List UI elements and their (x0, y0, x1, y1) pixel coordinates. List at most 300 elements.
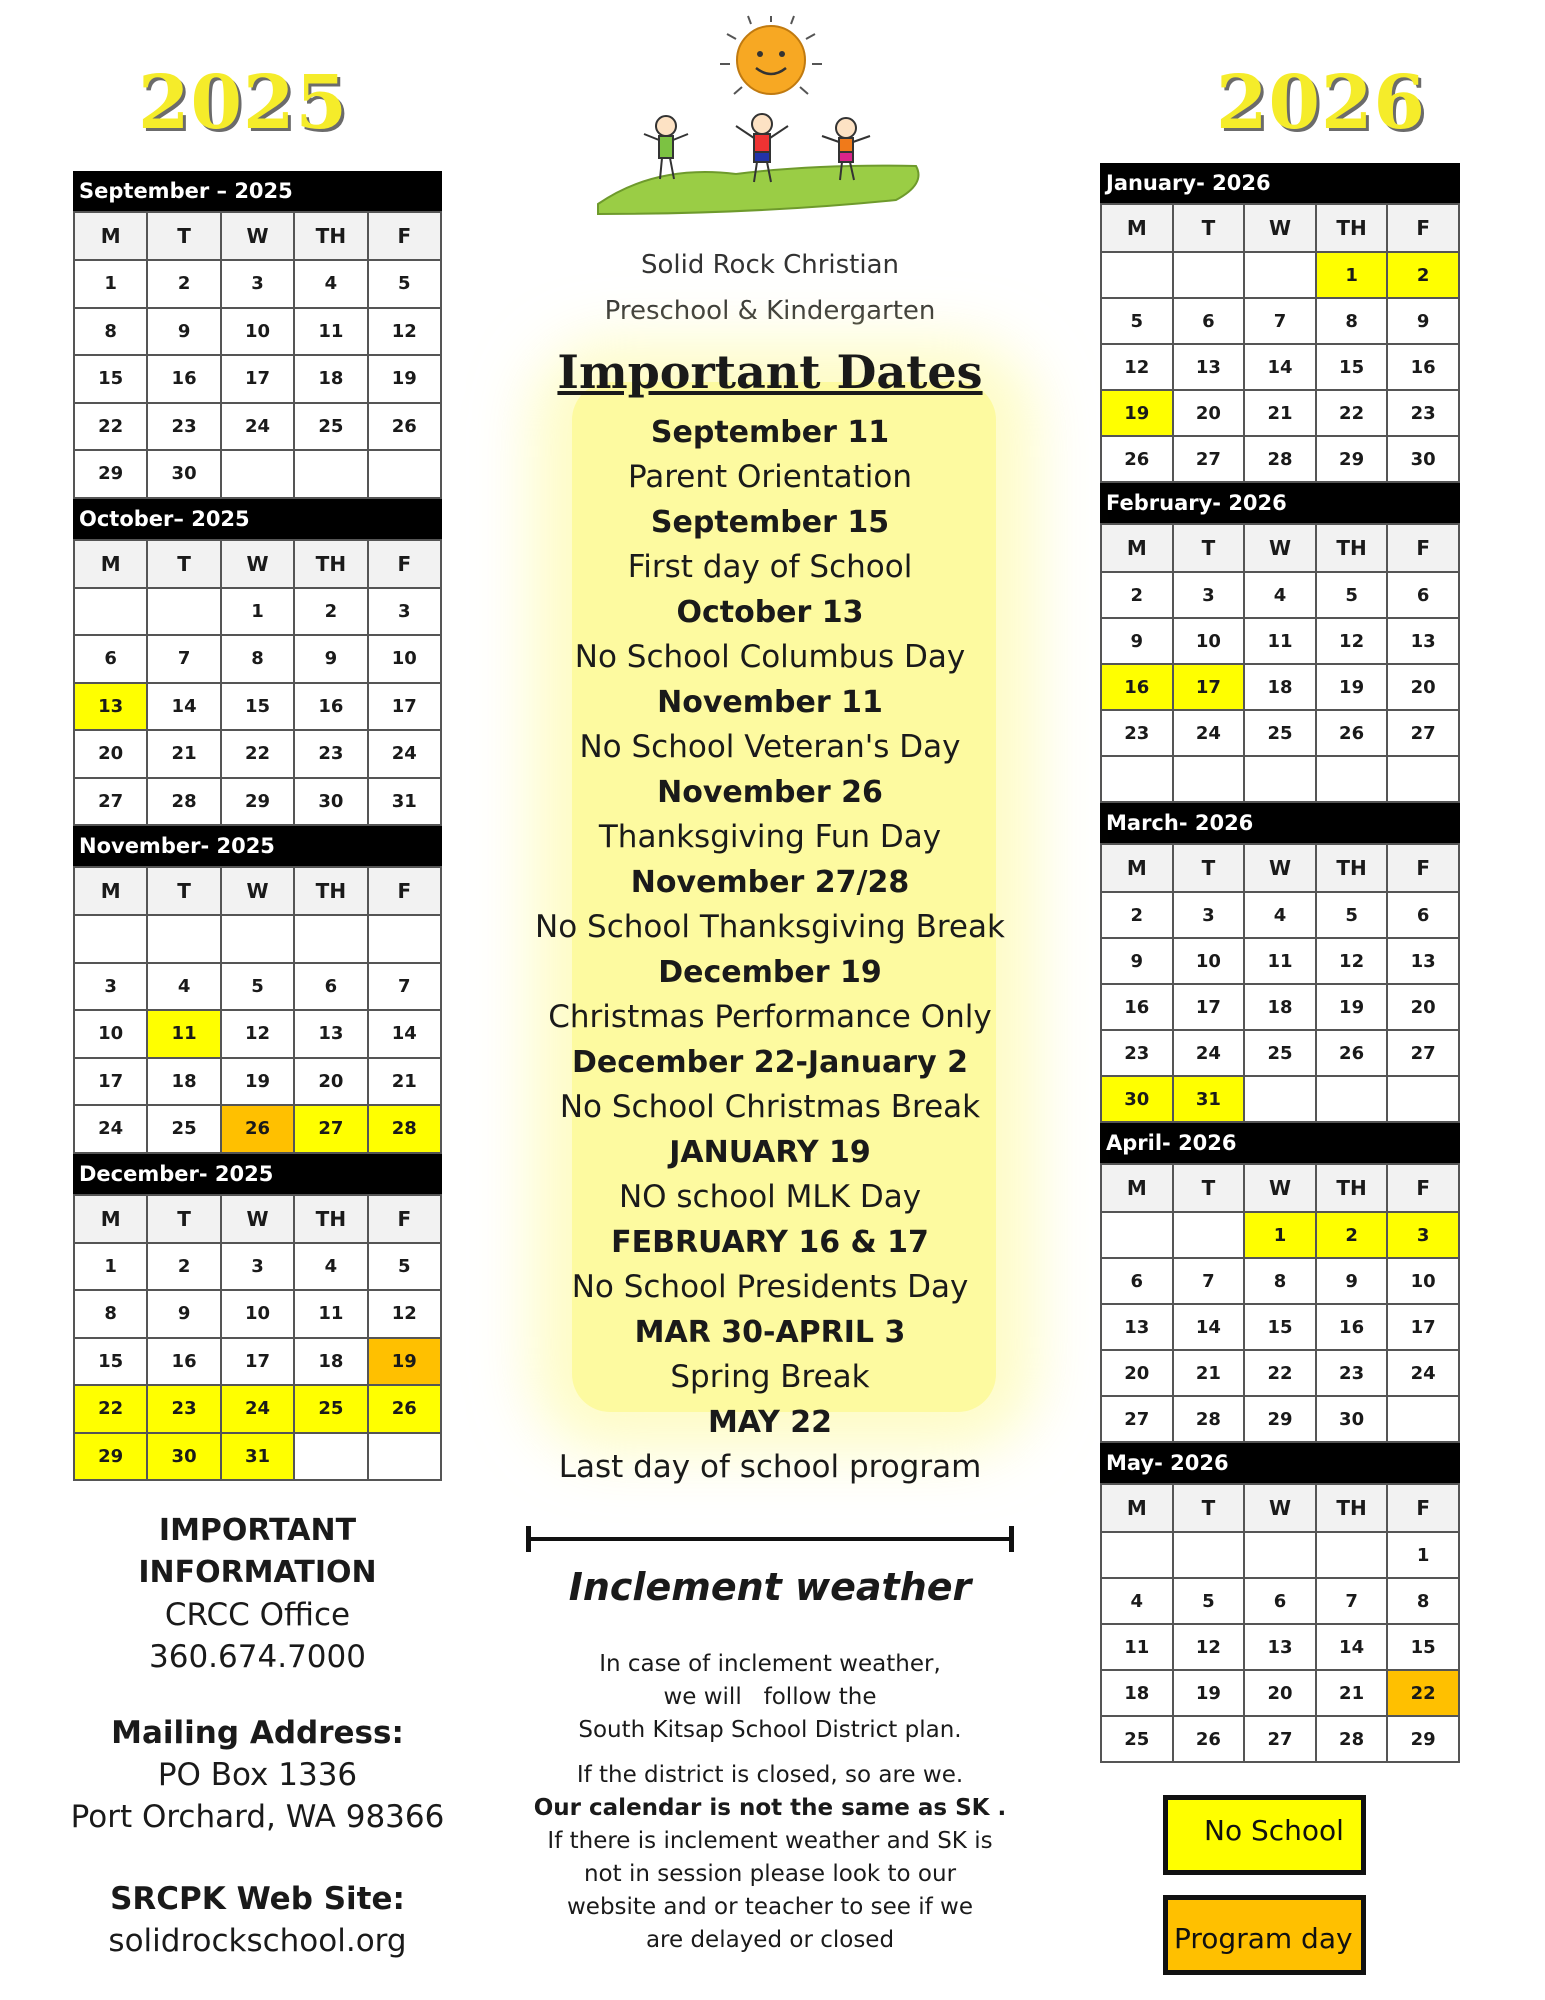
weekday-label: F (368, 867, 441, 915)
month-calendar (73, 499, 442, 827)
important-date: FEBRUARY 16 & 17 (611, 1225, 929, 1260)
day-cell: 19 (221, 1058, 294, 1106)
day-cell: 17 (368, 683, 441, 731)
day-cell: 20 (74, 730, 147, 778)
weekday-label: F (368, 1195, 441, 1243)
day-cell: 6 (1387, 892, 1459, 938)
school-name-line2: Preschool & Kindergarten (604, 296, 936, 326)
day-cell: 17 (1173, 664, 1245, 710)
weekday-header-row (1101, 844, 1459, 892)
month-title: November- 2025 (73, 826, 442, 866)
day-cell: 25 (294, 403, 367, 451)
important-date: November 27/28 (630, 865, 910, 900)
empty-day-cell (1387, 756, 1459, 802)
mailing-address-block (40, 1712, 475, 1838)
week-row (1101, 1258, 1459, 1304)
day-cell: 3 (1173, 572, 1245, 618)
empty-day-cell (1173, 1532, 1245, 1578)
day-cell: 18 (1101, 1670, 1173, 1716)
week-row (1101, 1304, 1459, 1350)
day-cell: 6 (74, 635, 147, 683)
month-calendar (1100, 163, 1460, 483)
calendar-column-2025 (73, 171, 442, 1481)
day-cell: 29 (74, 450, 147, 498)
day-cell: 16 (147, 355, 220, 403)
day-cell: 16 (147, 1338, 220, 1386)
month-calendar (1100, 1123, 1460, 1443)
month-calendar (73, 171, 442, 499)
week-row (74, 1433, 441, 1481)
day-cell: 16 (1316, 1304, 1388, 1350)
day-cell: 6 (294, 963, 367, 1011)
important-date-description: Thanksgiving Fun Day (598, 819, 942, 855)
day-cell: 22 (1387, 1670, 1459, 1716)
weekday-label: W (221, 1195, 294, 1243)
day-cell: 22 (1316, 390, 1388, 436)
day-cell: 17 (74, 1058, 147, 1106)
day-cell: 27 (1387, 1030, 1459, 1076)
sun-icon (720, 16, 822, 94)
day-cell: 25 (147, 1105, 220, 1153)
day-cell: 13 (1244, 1624, 1316, 1670)
day-cell: 3 (221, 1243, 294, 1291)
day-cell: 3 (74, 963, 147, 1011)
day-cell: 30 (1316, 1396, 1388, 1442)
day-cell: 3 (1387, 1212, 1459, 1258)
week-row (1101, 984, 1459, 1030)
weekday-label: W (1244, 1164, 1316, 1212)
day-cell: 12 (368, 308, 441, 356)
empty-day-cell (221, 450, 294, 498)
month-grid (1100, 203, 1460, 483)
day-cell: 12 (1101, 344, 1173, 390)
day-cell: 9 (1101, 938, 1173, 984)
day-cell: 19 (1316, 664, 1388, 710)
day-cell: 12 (1173, 1624, 1245, 1670)
day-cell: 30 (147, 1433, 220, 1481)
weekday-label: W (1244, 844, 1316, 892)
day-cell: 24 (368, 730, 441, 778)
empty-day-cell (1316, 1532, 1388, 1578)
day-cell: 15 (1316, 344, 1388, 390)
important-dates-title: Important Dates (557, 345, 983, 399)
weekday-label: W (221, 212, 294, 260)
day-cell: 14 (1244, 344, 1316, 390)
day-cell: 9 (1101, 618, 1173, 664)
day-cell: 13 (294, 1010, 367, 1058)
important-date: MAY 22 (707, 1405, 833, 1440)
day-cell: 4 (1244, 572, 1316, 618)
day-cell: 2 (1101, 572, 1173, 618)
week-row (1101, 344, 1459, 390)
empty-day-cell (294, 1433, 367, 1481)
day-cell: 28 (368, 1105, 441, 1153)
grass-shape (598, 166, 919, 214)
day-cell: 5 (221, 963, 294, 1011)
day-cell: 24 (1173, 710, 1245, 756)
day-cell: 11 (294, 1290, 367, 1338)
day-cell: 19 (1173, 1670, 1245, 1716)
weekday-header-row (1101, 1484, 1459, 1532)
day-cell: 26 (1173, 1716, 1245, 1762)
week-row (1101, 1030, 1459, 1076)
empty-day-cell (1101, 1532, 1173, 1578)
inclement-weather-title: Inclement weather (568, 1565, 972, 1609)
month-grid (1100, 523, 1460, 803)
week-row (1101, 892, 1459, 938)
week-row (74, 1105, 441, 1153)
important-date-description: Last day of school program (558, 1449, 982, 1485)
day-cell: 15 (221, 683, 294, 731)
weekday-label: M (74, 540, 147, 588)
day-cell: 16 (1387, 344, 1459, 390)
day-cell: 3 (221, 260, 294, 308)
week-row (74, 450, 441, 498)
day-cell: 18 (294, 1338, 367, 1386)
day-cell: 23 (294, 730, 367, 778)
day-cell: 28 (147, 778, 220, 826)
day-cell: 15 (1387, 1624, 1459, 1670)
day-cell: 23 (1101, 710, 1173, 756)
month-grid (1100, 843, 1460, 1123)
day-cell: 26 (368, 403, 441, 451)
week-row (1101, 618, 1459, 664)
day-cell: 2 (294, 588, 367, 636)
day-cell: 10 (74, 1010, 147, 1058)
weekday-label: T (147, 867, 220, 915)
day-cell: 12 (368, 1290, 441, 1338)
website-block (40, 1878, 475, 1962)
empty-day-cell (147, 588, 220, 636)
day-cell: 15 (74, 1338, 147, 1386)
week-row (74, 1385, 441, 1433)
day-cell: 10 (1387, 1258, 1459, 1304)
weekday-label: T (147, 540, 220, 588)
important-date-description: Spring Break (670, 1359, 870, 1395)
week-row (1101, 756, 1459, 802)
year-2026-heading: 2026 (1216, 60, 1426, 146)
day-cell: 8 (74, 308, 147, 356)
week-row (1101, 1624, 1459, 1670)
day-cell: 9 (1316, 1258, 1388, 1304)
empty-day-cell (1101, 252, 1173, 298)
day-cell: 13 (1387, 618, 1459, 664)
weather-line: If there is inclement weather and SK is (547, 1828, 993, 1854)
day-cell: 23 (147, 403, 220, 451)
day-cell: 9 (147, 308, 220, 356)
weekday-label: TH (294, 212, 367, 260)
month-grid (73, 539, 442, 827)
weekday-label: F (368, 540, 441, 588)
weekday-label: W (1244, 204, 1316, 252)
month-grid (1100, 1483, 1460, 1763)
weekday-label: M (74, 1195, 147, 1243)
day-cell: 22 (74, 1385, 147, 1433)
day-cell: 1 (74, 260, 147, 308)
important-date: November 11 (657, 685, 883, 720)
day-cell: 1 (1244, 1212, 1316, 1258)
empty-day-cell (1244, 756, 1316, 802)
month-grid (1100, 1163, 1460, 1443)
week-row (74, 308, 441, 356)
info-heading-line1: IMPORTANT (158, 1513, 357, 1548)
office-phone: 360.674.7000 (149, 1639, 366, 1675)
week-row (1101, 1350, 1459, 1396)
week-row (74, 260, 441, 308)
week-row (74, 1058, 441, 1106)
day-cell: 13 (1173, 344, 1245, 390)
important-date-description: No School Veteran's Day (579, 729, 961, 765)
day-cell: 17 (1173, 984, 1245, 1030)
week-row (74, 915, 441, 963)
day-cell: 11 (147, 1010, 220, 1058)
day-cell: 21 (1244, 390, 1316, 436)
empty-day-cell (294, 450, 367, 498)
week-row (1101, 298, 1459, 344)
day-cell: 8 (1316, 298, 1388, 344)
month-title: April- 2026 (1100, 1123, 1460, 1163)
weekday-label: TH (1316, 844, 1388, 892)
day-cell: 10 (368, 635, 441, 683)
day-cell: 24 (221, 403, 294, 451)
day-cell: 4 (294, 1243, 367, 1291)
empty-day-cell (1387, 1396, 1459, 1442)
empty-day-cell (1173, 1212, 1245, 1258)
day-cell: 20 (1173, 390, 1245, 436)
week-row (1101, 572, 1459, 618)
day-cell: 29 (221, 778, 294, 826)
empty-day-cell (1244, 1532, 1316, 1578)
day-cell: 5 (1173, 1578, 1245, 1624)
day-cell: 10 (1173, 938, 1245, 984)
day-cell: 6 (1244, 1578, 1316, 1624)
day-cell: 27 (74, 778, 147, 826)
weather-line: In case of inclement weather, (599, 1651, 941, 1677)
month-grid (73, 1194, 442, 1482)
day-cell: 26 (1316, 1030, 1388, 1076)
month-calendar (73, 826, 442, 1154)
week-row (1101, 1532, 1459, 1578)
week-row (74, 1338, 441, 1386)
day-cell: 8 (221, 635, 294, 683)
legend-program-day: Program day (1163, 1895, 1366, 1975)
day-cell: 2 (147, 260, 220, 308)
month-calendar (1100, 483, 1460, 803)
empty-day-cell (1244, 1076, 1316, 1122)
weekday-label: F (1387, 524, 1459, 572)
week-row (1101, 1670, 1459, 1716)
day-cell: 1 (74, 1243, 147, 1291)
day-cell: 7 (1316, 1578, 1388, 1624)
week-row (1101, 710, 1459, 756)
day-cell: 30 (294, 778, 367, 826)
empty-day-cell (74, 588, 147, 636)
day-cell: 3 (1173, 892, 1245, 938)
day-cell: 13 (1387, 938, 1459, 984)
day-cell: 7 (368, 963, 441, 1011)
day-cell: 21 (368, 1058, 441, 1106)
month-title: May- 2026 (1100, 1443, 1460, 1483)
day-cell: 16 (294, 683, 367, 731)
weekday-header-row (1101, 524, 1459, 572)
day-cell: 22 (74, 403, 147, 451)
school-name (560, 242, 980, 334)
legend-no-school: No School (1163, 1795, 1366, 1875)
day-cell: 18 (147, 1058, 220, 1106)
day-cell: 1 (1316, 252, 1388, 298)
day-cell: 23 (147, 1385, 220, 1433)
week-row (74, 963, 441, 1011)
weekday-label: M (74, 867, 147, 915)
weather-paragraph-2 (520, 1759, 1020, 1957)
day-cell: 28 (1316, 1716, 1388, 1762)
month-title: October– 2025 (73, 499, 442, 539)
month-calendar (1100, 1443, 1460, 1763)
weather-line: If the district is closed, so are we. (576, 1762, 964, 1788)
weekday-label: TH (1316, 1164, 1388, 1212)
day-cell: 2 (1101, 892, 1173, 938)
day-cell: 25 (294, 1385, 367, 1433)
weekday-header-row (1101, 1164, 1459, 1212)
school-logo (596, 14, 936, 224)
weather-line: South Kitsap School District plan. (578, 1717, 962, 1743)
important-date: December 22-January 2 (572, 1045, 968, 1080)
day-cell: 15 (74, 355, 147, 403)
day-cell: 29 (1316, 436, 1388, 482)
weekday-label: T (147, 1195, 220, 1243)
mailing-address-line2: Port Orchard, WA 98366 (70, 1799, 445, 1835)
empty-day-cell (1316, 1076, 1388, 1122)
day-cell: 31 (221, 1433, 294, 1481)
weekday-label: T (147, 212, 220, 260)
day-cell: 20 (1387, 664, 1459, 710)
day-cell: 7 (147, 635, 220, 683)
day-cell: 27 (1244, 1716, 1316, 1762)
weekday-label: M (1101, 524, 1173, 572)
day-cell: 25 (1244, 1030, 1316, 1076)
day-cell: 20 (1101, 1350, 1173, 1396)
day-cell: 28 (1244, 436, 1316, 482)
school-name-line1: Solid Rock Christian (641, 250, 899, 280)
important-date: JANUARY 19 (669, 1135, 871, 1170)
day-cell: 26 (221, 1105, 294, 1153)
weekday-label: M (1101, 1484, 1173, 1532)
day-cell: 11 (1101, 1624, 1173, 1670)
day-cell: 16 (1101, 984, 1173, 1030)
week-row (74, 588, 441, 636)
day-cell: 17 (221, 1338, 294, 1386)
day-cell: 23 (1387, 390, 1459, 436)
week-row (74, 355, 441, 403)
day-cell: 10 (1173, 618, 1245, 664)
day-cell: 10 (221, 1290, 294, 1338)
website-heading: SRCPK Web Site: (110, 1881, 405, 1917)
day-cell: 10 (221, 308, 294, 356)
important-date: November 26 (657, 775, 883, 810)
day-cell: 2 (147, 1243, 220, 1291)
weather-line: website and or teacher to see if we (567, 1894, 973, 1920)
day-cell: 5 (1316, 892, 1388, 938)
day-cell: 30 (147, 450, 220, 498)
day-cell: 9 (1387, 298, 1459, 344)
day-cell: 27 (1101, 1396, 1173, 1442)
day-cell: 14 (368, 1010, 441, 1058)
week-row (74, 730, 441, 778)
day-cell: 4 (294, 260, 367, 308)
day-cell: 19 (368, 355, 441, 403)
day-cell: 2 (1316, 1212, 1388, 1258)
day-cell: 24 (74, 1105, 147, 1153)
day-cell: 25 (1244, 710, 1316, 756)
week-row (1101, 1212, 1459, 1258)
section-divider (526, 1537, 1014, 1541)
month-title: January- 2026 (1100, 163, 1460, 203)
weekday-label: W (1244, 524, 1316, 572)
week-row (74, 1010, 441, 1058)
month-title: February- 2026 (1100, 483, 1460, 523)
day-cell: 5 (1316, 572, 1388, 618)
day-cell: 15 (1244, 1304, 1316, 1350)
week-row (1101, 436, 1459, 482)
empty-day-cell (147, 915, 220, 963)
weekday-label: W (221, 540, 294, 588)
weekday-label: W (221, 867, 294, 915)
weekday-label: TH (294, 867, 367, 915)
weekday-label: TH (1316, 524, 1388, 572)
week-row (74, 683, 441, 731)
day-cell: 26 (1101, 436, 1173, 482)
day-cell: 11 (294, 308, 367, 356)
day-cell: 27 (294, 1105, 367, 1153)
important-date: October 13 (676, 595, 864, 630)
empty-day-cell (294, 915, 367, 963)
day-cell: 14 (1316, 1624, 1388, 1670)
day-cell: 18 (1244, 664, 1316, 710)
day-cell: 5 (1101, 298, 1173, 344)
weekday-header-row (74, 867, 441, 915)
weekday-label: T (1173, 844, 1245, 892)
weekday-label: F (1387, 844, 1459, 892)
weather-line: we will follow the (663, 1684, 877, 1710)
weekday-label: F (368, 212, 441, 260)
empty-day-cell (1244, 252, 1316, 298)
important-information-block (40, 1510, 475, 1678)
empty-day-cell (1173, 756, 1245, 802)
day-cell: 23 (1101, 1030, 1173, 1076)
day-cell: 26 (368, 1385, 441, 1433)
weather-line: are delayed or closed (645, 1927, 895, 1953)
day-cell: 27 (1173, 436, 1245, 482)
weekday-header-row (74, 540, 441, 588)
week-row (74, 1290, 441, 1338)
empty-day-cell (1101, 1212, 1173, 1258)
day-cell: 18 (1244, 984, 1316, 1030)
day-cell: 20 (294, 1058, 367, 1106)
week-row (1101, 1578, 1459, 1624)
day-cell: 25 (1101, 1716, 1173, 1762)
weekday-label: W (1244, 1484, 1316, 1532)
day-cell: 21 (147, 730, 220, 778)
day-cell: 12 (1316, 938, 1388, 984)
day-cell: 24 (221, 1385, 294, 1433)
weekday-label: TH (294, 540, 367, 588)
weekday-label: F (1387, 1164, 1459, 1212)
day-cell: 12 (221, 1010, 294, 1058)
day-cell: 7 (1244, 298, 1316, 344)
day-cell: 28 (1173, 1396, 1245, 1442)
weekday-label: M (1101, 1164, 1173, 1212)
important-dates-list (500, 410, 1040, 1490)
